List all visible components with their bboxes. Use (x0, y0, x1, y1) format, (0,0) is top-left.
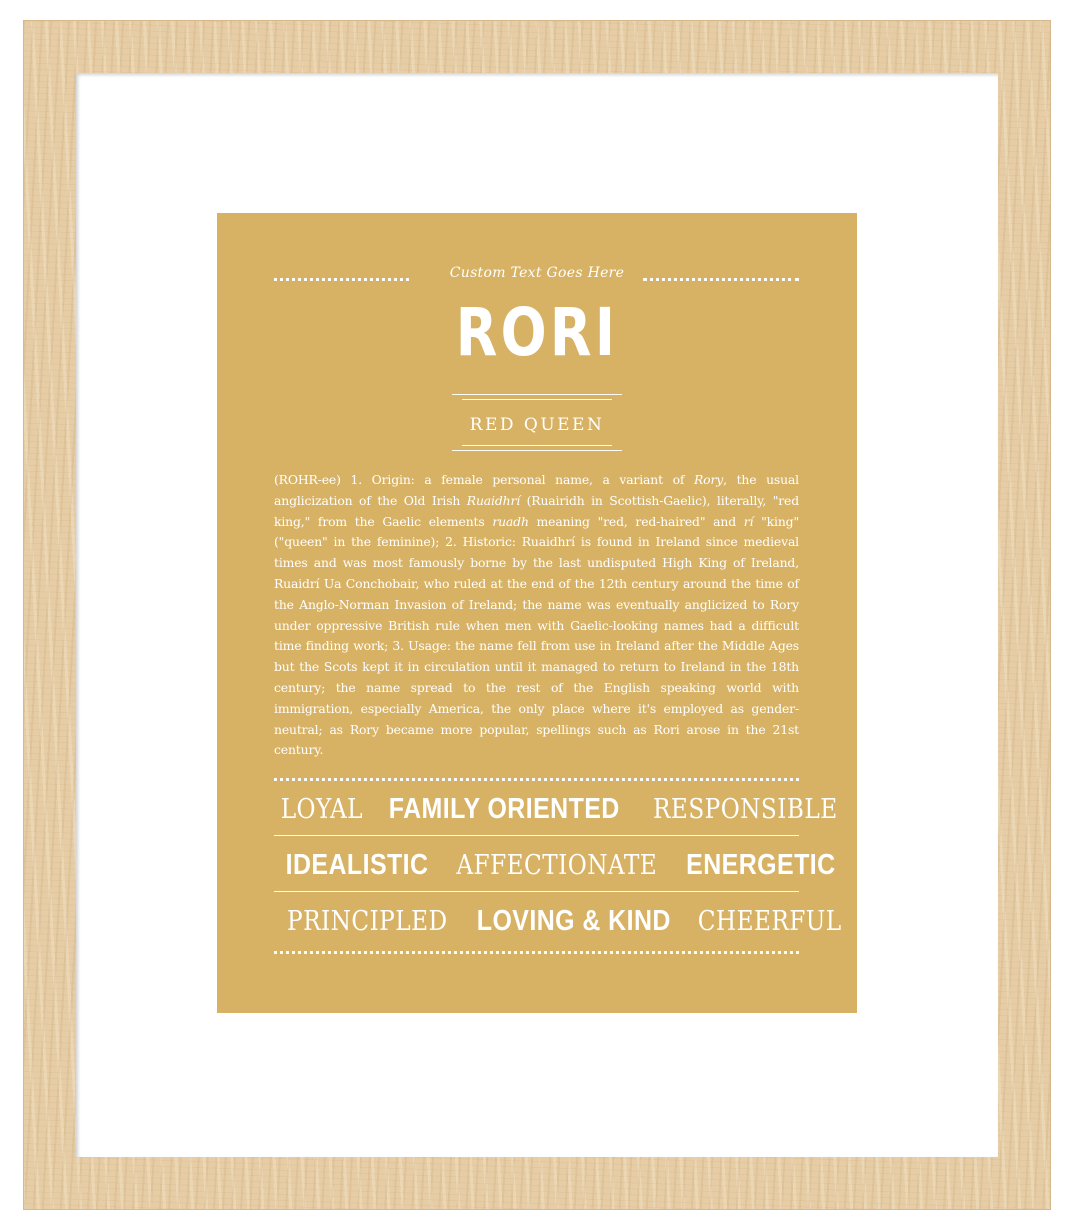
meaning-rule-bottom-inner (462, 445, 612, 446)
meaning-rule-bottom (452, 450, 622, 451)
name-meaning: RED QUEEN (469, 415, 605, 435)
definition-text: 1. Origin: a female personal name, a variant of (340, 472, 694, 487)
definition-text: (Ruairidh in Scottish-Gaelic), literally, "red king," from the Gaelic elements (274, 492, 799, 529)
definition-italic: rí (743, 513, 754, 529)
trait: LOYAL (280, 793, 364, 825)
meaning-rule-top-inner (462, 399, 612, 400)
trait: ENERGETIC (685, 848, 836, 881)
traits-divider-2 (274, 891, 799, 892)
name-definition (274, 470, 799, 761)
definition-italic: Ruaidhrí (466, 492, 521, 508)
custom-text: Custom Text Goes Here (449, 265, 625, 281)
definition-italic: ruadh (492, 513, 529, 529)
trait: CHEERFUL (697, 905, 842, 937)
definition-italic: Rory (694, 472, 724, 487)
traits-dots-top (274, 778, 799, 781)
traits-row-3 (274, 900, 842, 942)
trait: LOVING & KIND (476, 904, 671, 937)
definition-text: "king" ("queen" in the feminine); 2. Historic: Ruaidhrí is found in Ireland since medieval times and was most famously borne by the last undisputed High King of Ireland, Ruaidrí Ua Conchobair, who ruled at the end of the 12th century around the time of the Anglo-Norman Invasion of Ireland; the name was eventually anglicized to Rory under oppressive British rule when men with Gaelic-looking names had a difficult time finding work; 3. Usage: the name fell from use in Ireland after the Middle Ages but the Scots kept it in circulation until it managed to return to Ireland in the 18th century; the name spread to the rest of the English speaking world with immigration, especially America, the only place where it's employed as gender-neutral; as Rory became more popular, spellings such as Rori arose in the 21st century. (274, 513, 800, 758)
trait: RESPONSIBLE (653, 793, 838, 825)
trait: IDEALISTIC (285, 848, 429, 881)
name-title: RORI (455, 294, 619, 371)
meaning-rule-top (452, 394, 622, 395)
trait: FAMILY ORIENTED (388, 792, 620, 825)
definition-text: , the usual anglicization of the Old Irish (274, 472, 799, 508)
traits-dots-bottom (274, 951, 799, 954)
trait: PRINCIPLED (287, 905, 448, 937)
trait: AFFECTIONATE (456, 849, 658, 881)
traits-divider-1 (274, 835, 799, 836)
traits-row-2 (274, 844, 836, 886)
name-print (217, 213, 857, 1013)
pronunciation: (ROHR-ee) (274, 472, 341, 487)
definition-text: meaning "red, red-haired" and (528, 513, 744, 529)
traits-row-1 (274, 788, 838, 830)
